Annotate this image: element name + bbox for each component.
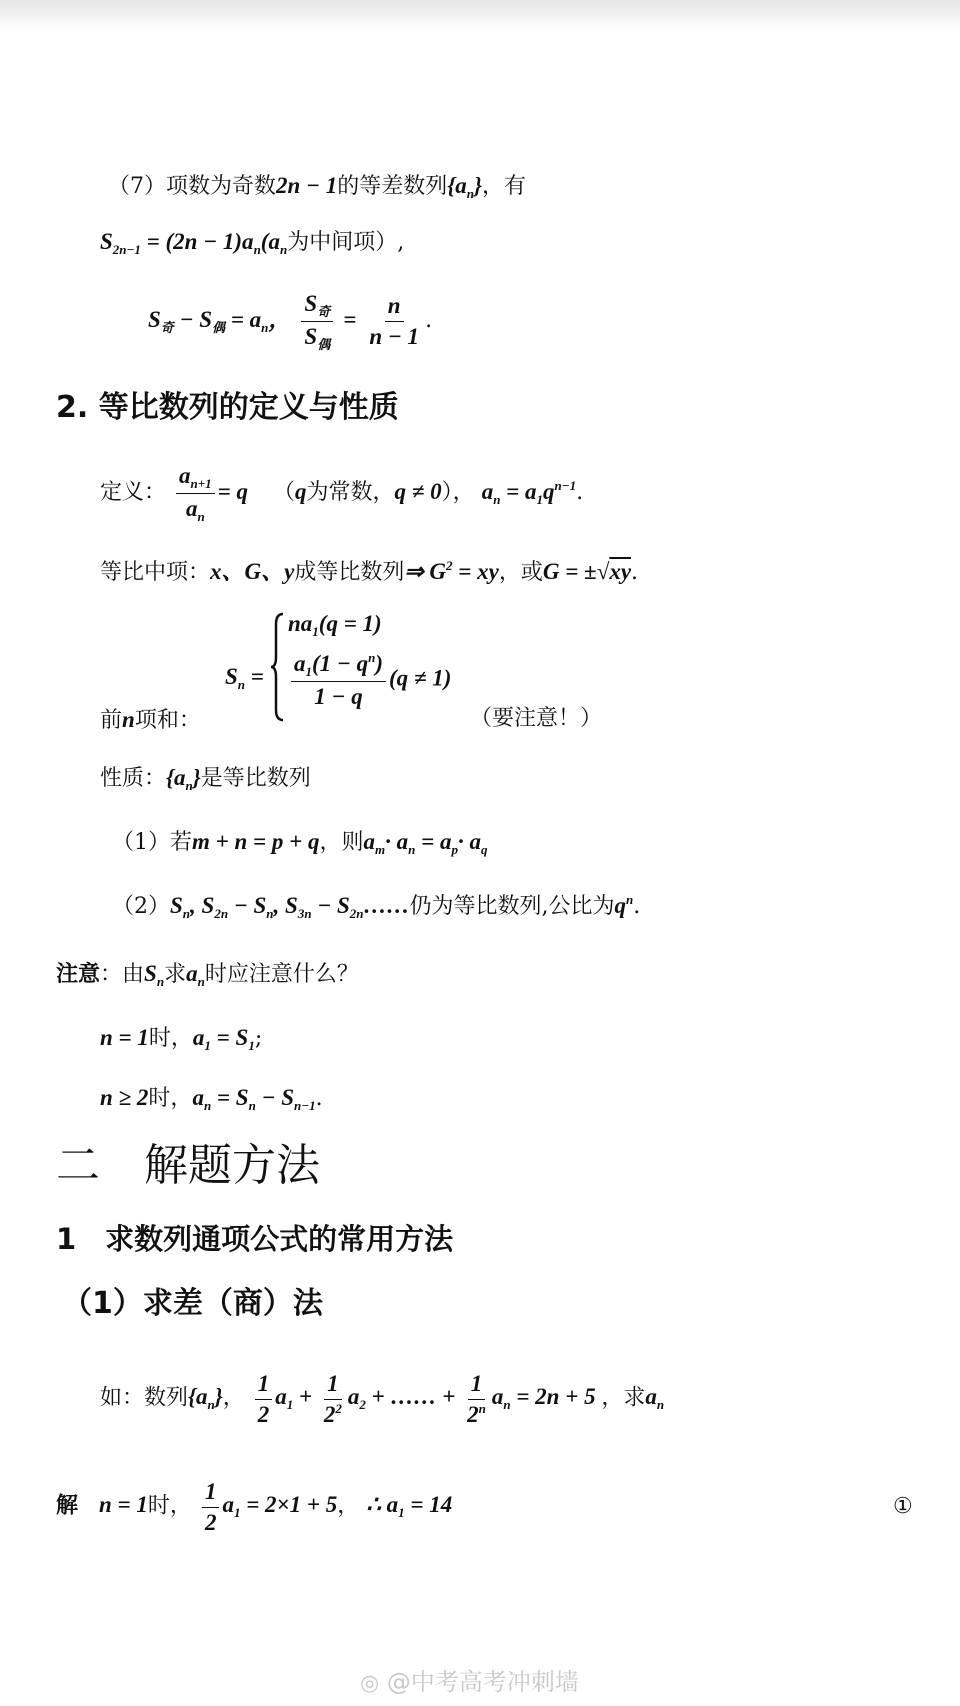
case1-text: 时， bbox=[148, 1026, 193, 1051]
brace-icon bbox=[270, 612, 284, 722]
sum-note: （要注意！） bbox=[470, 706, 603, 731]
formula-example-series: $\frac{1}{2}$ $a_1$ + $\frac{1}{2^2}$ $a_2$ + …… + $\frac{1}{2^n}$ $a_n = 2n + 5$ bbox=[252, 1384, 602, 1409]
formula-2n-1: 2n − 1 bbox=[276, 173, 338, 198]
sum-label-pre: 前 bbox=[100, 708, 123, 733]
top-status-bar bbox=[0, 0, 960, 34]
item7-mid: 的等差数列 bbox=[337, 174, 448, 199]
notice-mid: 求 bbox=[164, 962, 187, 987]
case2-text: 时， bbox=[148, 1086, 193, 1111]
method-subtitle: （1）求差（商）法 bbox=[62, 1286, 323, 1321]
equation-number: ① bbox=[893, 1494, 913, 1519]
notice-end: 时应注意什么？ bbox=[204, 962, 359, 987]
solution-label: 解 bbox=[56, 1492, 79, 1519]
example-label: 如：数列 bbox=[100, 1385, 189, 1411]
middle-term-line: 等比中项：x、G、y成等比数列⇒ $G^2$ = xy，或G = ±√xy. bbox=[100, 558, 639, 585]
formula-seq-an: $\{a_n\}$ bbox=[447, 173, 483, 201]
definition-line: 定义： $\frac{a_{n+1}}{a_n}$ = q （q为常数，q ≠ 0）， $a_n = a_1q^{n-1}$. bbox=[100, 463, 584, 524]
notice-line: 注意：由$S_n$求$a_n$时应注意什么？ bbox=[56, 961, 359, 989]
sum-case-q1: $na_1(q = 1)$ bbox=[288, 611, 382, 639]
item7-suffix: 为中间项） bbox=[287, 230, 398, 255]
formula-general-term: $a_n = a_1q^{n-1}$ bbox=[481, 478, 577, 508]
formula-g-sqrt: G = ±√xy bbox=[542, 559, 632, 584]
property-line: 性质：$\{a_n\}$是等比数列 bbox=[100, 765, 311, 793]
solution-line: 解 n = 1时， $\frac{1}{2}$ $a_1 = 2\times 1 + 5$， ∴ $a_1 = 14$ bbox=[56, 1479, 453, 1535]
note-q: 为常数， bbox=[306, 480, 395, 506]
item7-odd-even-line: $S_奇 - S_偶 = a_n$， $\frac{S_奇}{S_偶}$ = $\frac{n}{n - 1}$ . bbox=[148, 291, 433, 352]
middle-term-label: 等比中项： bbox=[100, 560, 211, 585]
watermark bbox=[360, 1662, 579, 1697]
note-open: （ bbox=[273, 480, 296, 506]
item7-tail: ，有 bbox=[482, 174, 527, 199]
formula-odd-minus-even: $S_奇 - S_偶 = a_n$， bbox=[148, 307, 292, 336]
prop2-tail: 仍为等比数列,公比为 bbox=[409, 894, 615, 919]
item7-line bbox=[108, 172, 526, 202]
sum-label-line: 前n项和： bbox=[100, 707, 201, 733]
property-text: 是等比数列 bbox=[200, 766, 311, 791]
sub-even: 偶 bbox=[212, 320, 226, 336]
middle-term-or: ，或 bbox=[498, 560, 543, 585]
sum-label-post: 项和： bbox=[134, 708, 201, 733]
item7-formula-line: $S_{2n-1} = (2n - 1)a_n(a_n$为中间项）, bbox=[100, 229, 405, 257]
sub-odd: 奇 bbox=[160, 320, 174, 336]
prop1-lead: （1）若 bbox=[112, 830, 192, 855]
watermark-text: @中考高考冲刺墙 bbox=[386, 1668, 579, 1696]
formula-s2n-1: $S_{2n-1} = (2n - 1)a_n(a_n$ bbox=[100, 229, 288, 257]
item7-lead: （7）项数为奇数 bbox=[108, 174, 276, 199]
prop1-then: ，则 bbox=[319, 830, 364, 855]
case1-line: n = 1时，$a_1 = S_1$; bbox=[100, 1025, 263, 1053]
solution-when: 时， bbox=[147, 1493, 192, 1519]
property-label: 性质： bbox=[100, 766, 167, 791]
sum-case-qne1: $\frac{a_1(1 - q^n)}{1 - q}$ (q ≠ 1) bbox=[288, 650, 451, 710]
notice-label: 注意 bbox=[56, 961, 101, 987]
note-close: ）， bbox=[441, 480, 475, 506]
method-title: 1 求数列通项公式的常用方法 bbox=[56, 1222, 454, 1256]
prop1-line: （1）若m + n = p + q，则$a_m\cdot a_n = a_p\cdot a_q$ bbox=[112, 829, 488, 857]
formula-ratio-q: $\frac{a_{n+1}}{a_n}$ bbox=[176, 462, 215, 524]
example-ask: ，求 bbox=[601, 1385, 646, 1411]
formula-ratio-odd-even: $\frac{S_奇}{S_偶}$ bbox=[301, 290, 333, 352]
prop2-lead: （2） bbox=[112, 894, 170, 919]
notice-text: ：由 bbox=[100, 962, 145, 987]
prop2-line: $(2)S_n$, $S_{2n} - S_n$, $S_{3n}$ − $S_{2n}\dots\dots$仍为等比数列,公比为$q^n$. bbox=[112, 892, 641, 921]
definition-label: 定义： bbox=[100, 480, 167, 506]
part-title: 二 解题方法 bbox=[56, 1140, 320, 1191]
case2-line: n ≥ 2时，$a_n = S_n - S_{n-1}$. bbox=[100, 1085, 323, 1113]
section-title: 2. 等比数列的定义与性质 bbox=[56, 390, 399, 425]
formula-n-over-n-1: $\frac{n}{n - 1}$ bbox=[369, 293, 420, 349]
middle-term-text: 成等比数列 bbox=[294, 560, 405, 585]
formula-g-squared: ⇒ $G^2$ = xy bbox=[404, 558, 499, 584]
weibo-icon: ◎ bbox=[360, 1671, 380, 1696]
example-line: 如：数列$\{a_n\}$， $\frac{1}{2}$ $a_1$ + $\frac{1}{2^2}$ $a_2$ + …… + $\frac{1}{2^n}$ $a_n = 2n + 5$ ，求$a_n$ bbox=[100, 1371, 665, 1427]
